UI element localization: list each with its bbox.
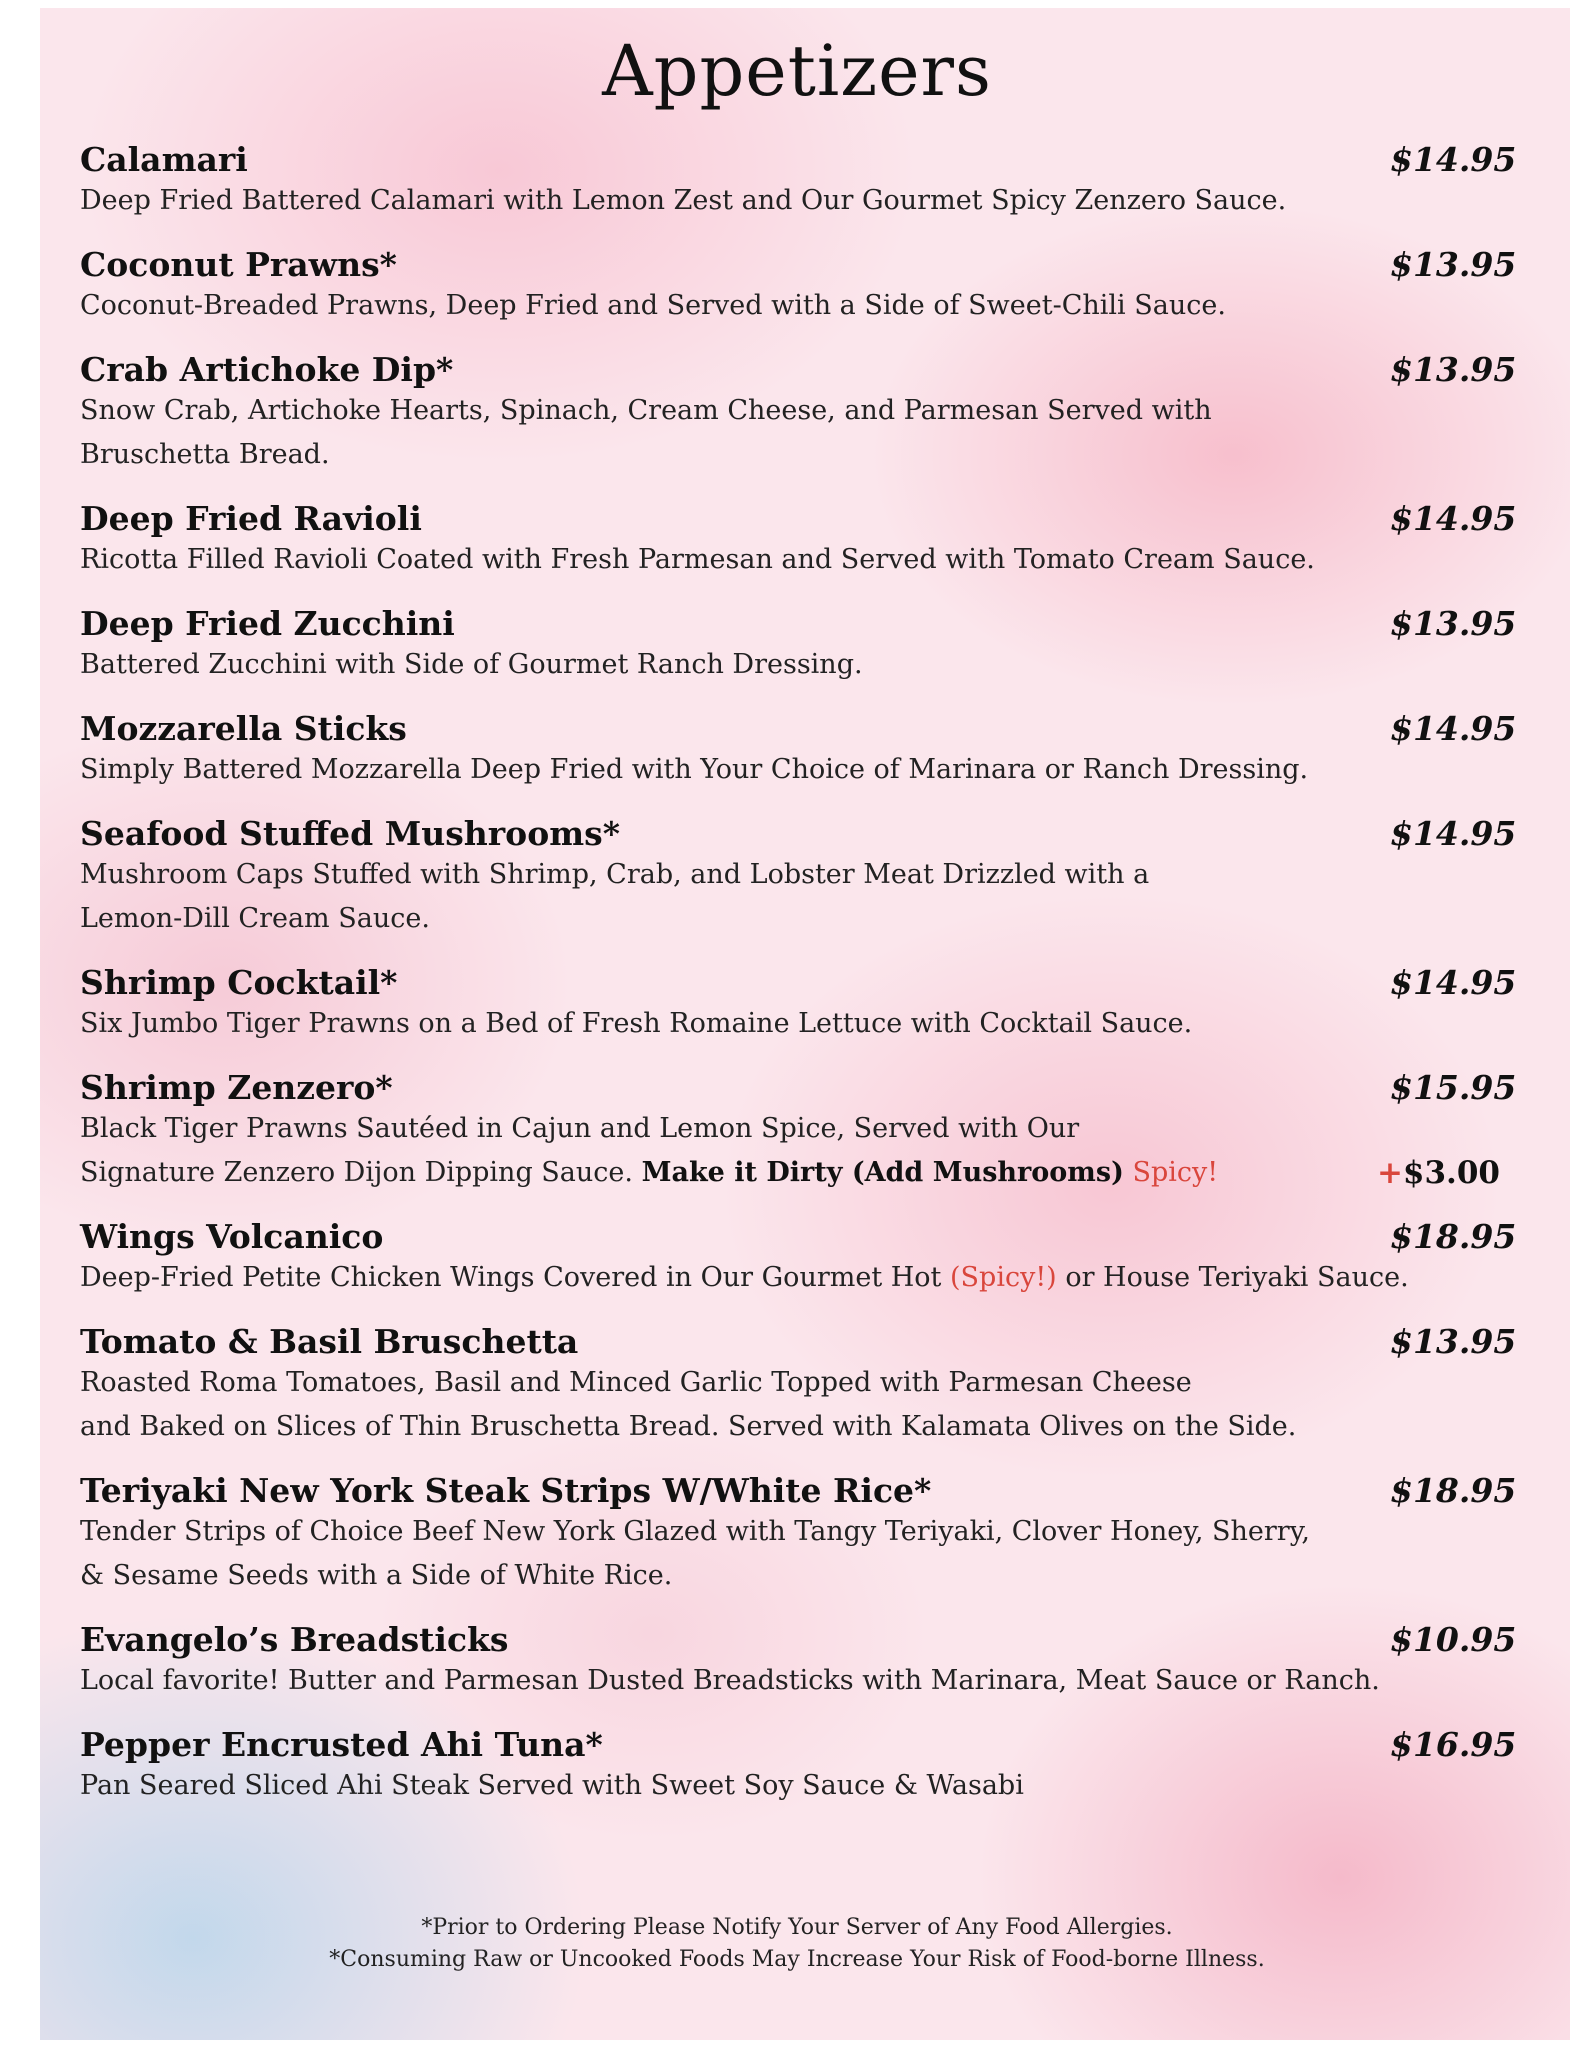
menu-item bbox=[80, 1620, 1517, 1703]
menu-item bbox=[80, 140, 1517, 223]
item-description bbox=[80, 1256, 1480, 1300]
item-description: Bruschetta Bread. bbox=[80, 439, 330, 470]
item-price: $18.95 bbox=[1390, 1471, 1517, 1510]
item-name: Mozzarella Sticks bbox=[80, 709, 407, 748]
addon-price bbox=[1377, 1151, 1500, 1195]
item-name: Seafood Stuffed Mushrooms* bbox=[80, 814, 620, 853]
item-description: Tender Strips of Choice Beef New York Glazed with Tangy Teriyaki, Clover Honey, Sherry, bbox=[80, 1516, 1310, 1547]
item-price: $13.95 bbox=[1390, 245, 1517, 284]
raw-food-footnote: *Consuming Raw or Uncooked Foods May Increase Your Risk of Food-borne Illness. bbox=[329, 1947, 1265, 1972]
item-price: $13.95 bbox=[1390, 604, 1517, 643]
item-description: & Sesame Seeds with a Side of White Rice. bbox=[80, 1560, 673, 1591]
menu-item bbox=[80, 1322, 1517, 1449]
item-description: Snow Crab, Artichoke Hearts, Spinach, Cream Cheese, and Parmesan Served with bbox=[80, 395, 1212, 426]
menu-item bbox=[80, 963, 1517, 1046]
page-title: Appetizers bbox=[602, 30, 992, 112]
menu-item bbox=[80, 499, 1517, 582]
item-name: Deep Fried Zucchini bbox=[80, 604, 455, 643]
item-description: Black Tiger Prawns Sautéed in Cajun and Lemon Spice, Served with Our bbox=[80, 1113, 1080, 1144]
item-price: $14.95 bbox=[1390, 709, 1517, 748]
allergy-footnote: *Prior to Ordering Please Notify Your Server of Any Food Allergies. bbox=[421, 1915, 1173, 1940]
item-description: Roasted Roma Tomatoes, Basil and Minced Garlic Topped with Parmesan Cheese bbox=[80, 1367, 1192, 1398]
item-name: Deep Fried Ravioli bbox=[80, 499, 422, 538]
addon-price-value: $3.00 bbox=[1402, 1155, 1500, 1191]
menu-item bbox=[80, 245, 1517, 328]
item-description: Deep Fried Battered Calamari with Lemon Zest and Our Gourmet Spicy Zenzero Sauce. bbox=[80, 185, 1287, 216]
addon-text: Signature Zenzero Dijon Dipping Sauce. bbox=[80, 1157, 633, 1188]
item-name: Tomato & Basil Bruschetta bbox=[80, 1322, 579, 1361]
spicy-label: (Spicy!) bbox=[950, 1262, 1057, 1293]
item-name: Wings Volcanico bbox=[80, 1217, 384, 1256]
item-price: $15.95 bbox=[1390, 1068, 1517, 1107]
menu-item bbox=[80, 1725, 1517, 1808]
item-description: Battered Zucchini with Side of Gourmet Ranch Dressing. bbox=[80, 649, 863, 680]
item-name: Teriyaki New York Steak Strips W/White Rice* bbox=[80, 1471, 932, 1510]
item-description: Coconut-Breaded Prawns, Deep Fried and Served with a Side of Sweet-Chili Sauce. bbox=[80, 290, 1226, 321]
wings-desc-a: Deep-Fried Petite Chicken Wings Covered in Our Gourmet Hot bbox=[80, 1262, 942, 1293]
item-price: $13.95 bbox=[1390, 1322, 1517, 1361]
item-name: Evangelo’s Breadsticks bbox=[80, 1620, 509, 1659]
item-description: and Baked on Slices of Thin Bruschetta Bread. Served with Kalamata Olives on the Side. bbox=[80, 1411, 1297, 1442]
item-price: $16.95 bbox=[1390, 1725, 1517, 1764]
item-price: $14.95 bbox=[1390, 963, 1517, 1002]
wings-desc-b: or House Teriyaki Sauce. bbox=[1065, 1262, 1409, 1293]
item-description: Local favorite! Butter and Parmesan Dusted Breadsticks with Marinara, Meat Sauce or Ranch. bbox=[80, 1665, 1380, 1696]
footnotes bbox=[0, 1912, 1594, 1976]
addon-plus: + bbox=[1376, 1155, 1403, 1191]
item-name: Coconut Prawns* bbox=[80, 245, 397, 284]
menu-item bbox=[80, 709, 1517, 792]
item-name: Shrimp Cocktail* bbox=[80, 963, 398, 1002]
item-description: Mushroom Caps Stuffed with Shrimp, Crab, and Lobster Meat Drizzled with a bbox=[80, 859, 1150, 890]
item-description-addon bbox=[80, 1151, 1500, 1195]
menu-item bbox=[80, 350, 1517, 477]
menu-item-shrimp-zenzero bbox=[80, 1068, 1517, 1195]
item-price: $14.95 bbox=[1390, 140, 1517, 179]
menu-item bbox=[80, 814, 1517, 941]
menu-item-wings bbox=[80, 1217, 1517, 1300]
menu-item bbox=[80, 1471, 1517, 1598]
item-name: Pepper Encrusted Ahi Tuna* bbox=[80, 1725, 603, 1764]
spicy-label: Spicy! bbox=[1132, 1157, 1219, 1188]
item-description: Lemon-Dill Cream Sauce. bbox=[80, 903, 430, 934]
item-price: $14.95 bbox=[1390, 814, 1517, 853]
item-price: $13.95 bbox=[1390, 350, 1517, 389]
item-name: Calamari bbox=[80, 140, 248, 179]
item-description: Pan Seared Sliced Ahi Steak Served with Sweet Soy Sauce & Wasabi bbox=[80, 1770, 1024, 1801]
item-name: Crab Artichoke Dip* bbox=[80, 350, 454, 389]
item-price: $18.95 bbox=[1390, 1217, 1517, 1256]
item-price: $10.95 bbox=[1390, 1620, 1517, 1659]
item-name: Shrimp Zenzero* bbox=[80, 1068, 393, 1107]
item-description: Six Jumbo Tiger Prawns on a Bed of Fresh Romaine Lettuce with Cocktail Sauce. bbox=[80, 1008, 1193, 1039]
addon-bold-text: Make it Dirty (Add Mushrooms) bbox=[641, 1157, 1124, 1188]
menu-item bbox=[80, 604, 1517, 687]
menu-items bbox=[80, 140, 1517, 1830]
item-description: Ricotta Filled Ravioli Coated with Fresh Parmesan and Served with Tomato Cream Sauce. bbox=[80, 544, 1315, 575]
item-price: $14.95 bbox=[1390, 499, 1517, 538]
item-description: Simply Battered Mozzarella Deep Fried with Your Choice of Marinara or Ranch Dressing. bbox=[80, 754, 1309, 785]
